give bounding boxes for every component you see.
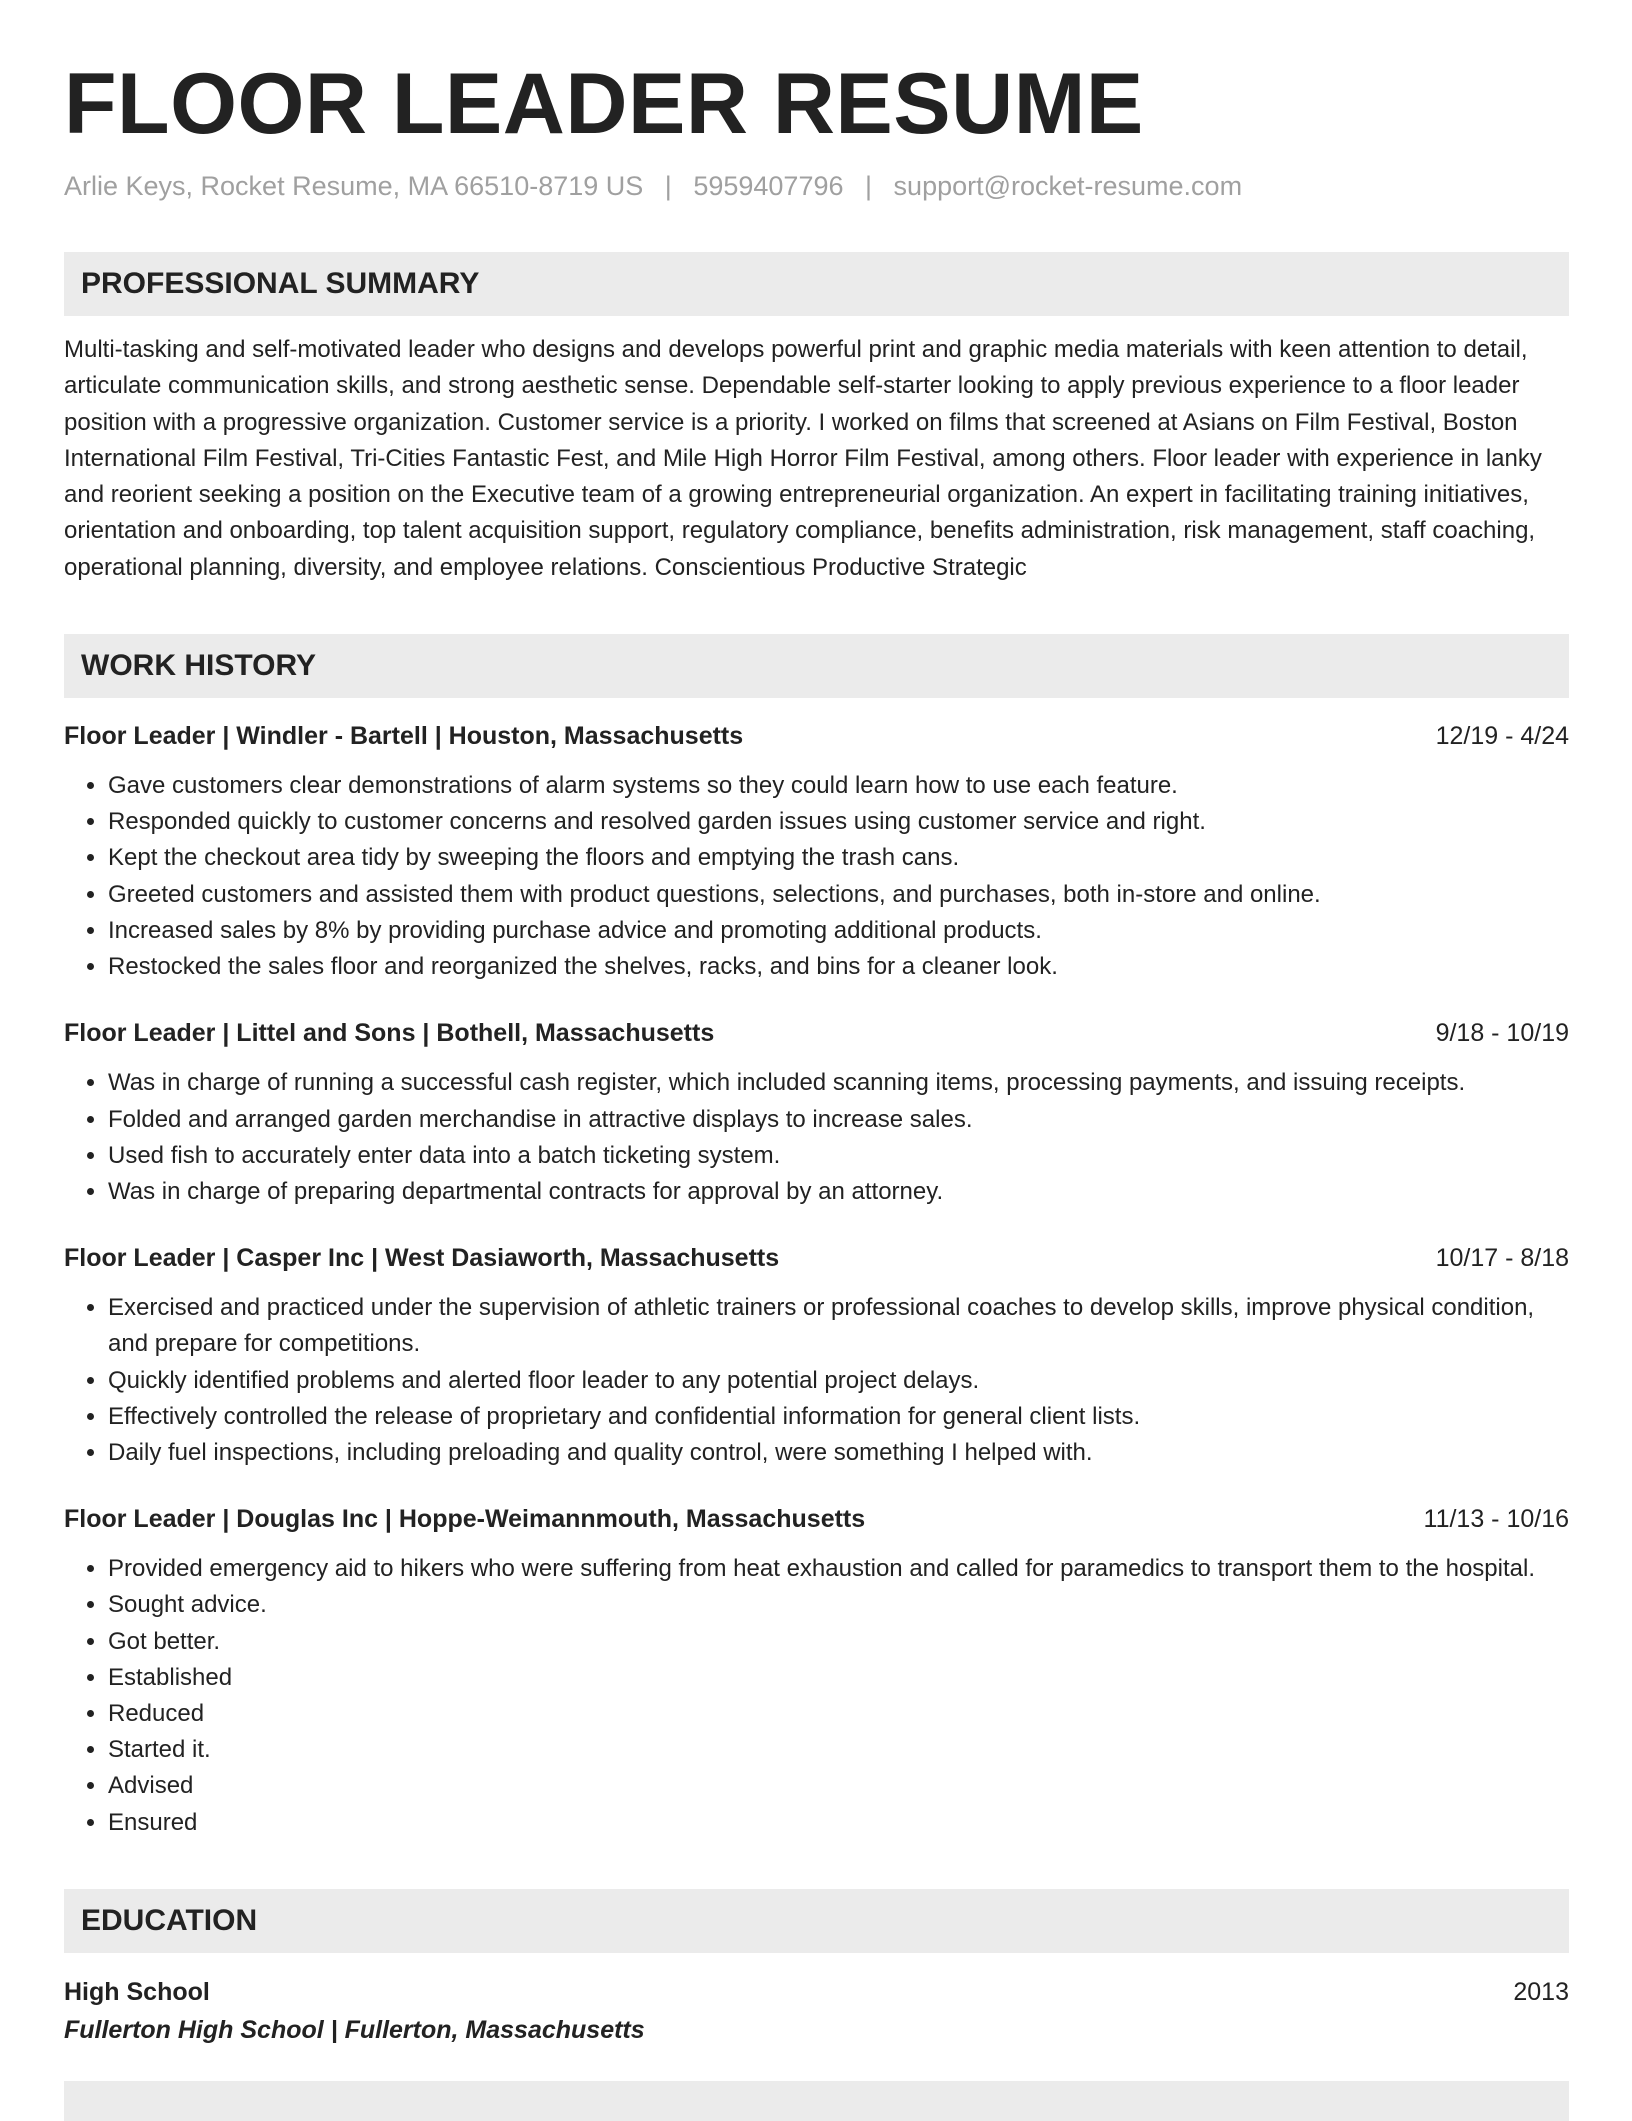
job-bullet: • Greeted customers and assisted them with product questions, selections, and purchases, both in-store and online. <box>108 877 1569 913</box>
resume-title: FLOOR LEADER RESUME <box>64 56 1144 152</box>
education-header <box>64 1973 1569 2011</box>
section-header-education: EDUCATION <box>64 1889 1569 1953</box>
job-title: Floor Leader | Littel and Sons | Bothell, Massachusetts <box>64 1019 715 1048</box>
job-header <box>64 718 1569 754</box>
job-bullet: • Was in charge of running a successful cash register, which included scanning items, processing payments, and issuing receipts. <box>108 1065 1569 1101</box>
education-year: 2013 <box>1513 1977 1569 2006</box>
job-bullet: • Daily fuel inspections, including preloading and quality control, were something I helped with. <box>108 1435 1569 1471</box>
job-bullet: • Effectively controlled the release of proprietary and confidential information for general client lists. <box>108 1399 1569 1435</box>
job-bullet-list <box>64 1065 1569 1210</box>
job-title: Floor Leader | Douglas Inc | Hoppe-Weimannmouth, Massachusetts <box>64 1505 866 1534</box>
job-bullet: • Used fish to accurately enter data into a batch ticketing system. <box>108 1138 1569 1174</box>
job-bullet: • Started it. <box>108 1732 1569 1768</box>
job-bullet: • Advised <box>108 1768 1569 1804</box>
job-title: Floor Leader | Casper Inc | West Dasiaworth, Massachusetts <box>64 1244 780 1273</box>
education-degree: High School <box>64 1977 210 2006</box>
section-header-summary: PROFESSIONAL SUMMARY <box>64 252 1569 316</box>
job-entry <box>64 1501 1569 1841</box>
job-dates: 11/13 - 10/16 <box>1423 1505 1569 1534</box>
job-title: Floor Leader | Windler - Bartell | Houston, Massachusetts <box>64 722 744 751</box>
job-header <box>64 1015 1569 1051</box>
job-bullet: • Got better. <box>108 1624 1569 1660</box>
job-header <box>64 1501 1569 1537</box>
summary-text: Multi-tasking and self-motivated leader who designs and develops powerful print and graphic media materials with keen attention to detail, articulate communication skills, and strong aesthetic sense. Dependable self-starter looking to apply previous experience to a floor leader position with a progressive organization. Customer service is a priority. I worked on films that screened at Asians on Film Festival, Boston International Film Festival, Tri-Cities Fantastic Fest, and Mile High Horror Film Festival, among others. Floor leader with experience in lanky and reorient seeking a position on the Executive team of a growing entrepreneurial organization. An expert in facilitating training initiatives, orientation and onboarding, top talent acquisition support, regulatory compliance, benefits administration, risk management, staff coaching, operational planning, diversity, and employee relations. Conscientious Productive Strategic <box>64 336 1542 581</box>
job-dates: 12/19 - 4/24 <box>1435 722 1569 751</box>
job-bullet: • Was in charge of preparing departmental contracts for approval by an attorney. <box>108 1174 1569 1210</box>
contact-line <box>64 166 1569 206</box>
job-bullet: • Provided emergency aid to hikers who were suffering from heat exhaustion and called for paramedics to transport them to the hospital. <box>108 1551 1569 1587</box>
contact-email: support@rocket-resume.com <box>893 171 1243 201</box>
job-bullet: • Established <box>108 1660 1569 1696</box>
next-section-header <box>64 2081 1569 2121</box>
contact-address: Arlie Keys, Rocket Resume, MA 66510-8719 US <box>64 171 644 201</box>
contact-separator: | <box>865 171 873 201</box>
job-bullet: • Gave customers clear demonstrations of alarm systems so they could learn how to use each feature. <box>108 768 1569 804</box>
job-bullet: • Responded quickly to customer concerns and resolved garden issues using customer service and right. <box>108 804 1569 840</box>
job-dates: 9/18 - 10/19 <box>1435 1019 1569 1048</box>
contact-phone: 5959407796 <box>693 171 844 201</box>
job-bullet-list <box>64 1551 1569 1841</box>
job-dates: 10/17 - 8/18 <box>1435 1244 1569 1273</box>
job-bullet: • Ensured <box>108 1805 1569 1841</box>
education-school: Fullerton High School | Fullerton, Massachusetts <box>64 2015 645 2044</box>
job-bullet: • Reduced <box>108 1696 1569 1732</box>
contact-separator: | <box>664 171 672 201</box>
job-header <box>64 1240 1569 1276</box>
job-bullet-list <box>64 768 1569 985</box>
job-bullet: • Folded and arranged garden merchandise in attractive displays to increase sales. <box>108 1102 1569 1138</box>
job-bullet: • Restocked the sales floor and reorganized the shelves, racks, and bins for a cleaner look. <box>108 949 1569 985</box>
section-header-work-history: WORK HISTORY <box>64 634 1569 698</box>
job-bullet: • Increased sales by 8% by providing purchase advice and promoting additional products. <box>108 913 1569 949</box>
job-entry <box>64 718 1569 985</box>
job-entry <box>64 1240 1569 1471</box>
job-bullet: • Kept the checkout area tidy by sweeping the floors and emptying the trash cans. <box>108 840 1569 876</box>
job-bullet: • Exercised and practiced under the supervision of athletic trainers or professional coaches to develop skills, improve physical condition, and prepare for competitions. <box>108 1290 1569 1362</box>
education-entry <box>64 1973 1569 2049</box>
job-bullet: • Quickly identified problems and alerted floor leader to any potential project delays. <box>108 1363 1569 1399</box>
job-bullet-list <box>64 1290 1569 1471</box>
work-history-list <box>64 718 1569 1841</box>
job-bullet: • Sought advice. <box>108 1587 1569 1623</box>
job-entry <box>64 1015 1569 1210</box>
